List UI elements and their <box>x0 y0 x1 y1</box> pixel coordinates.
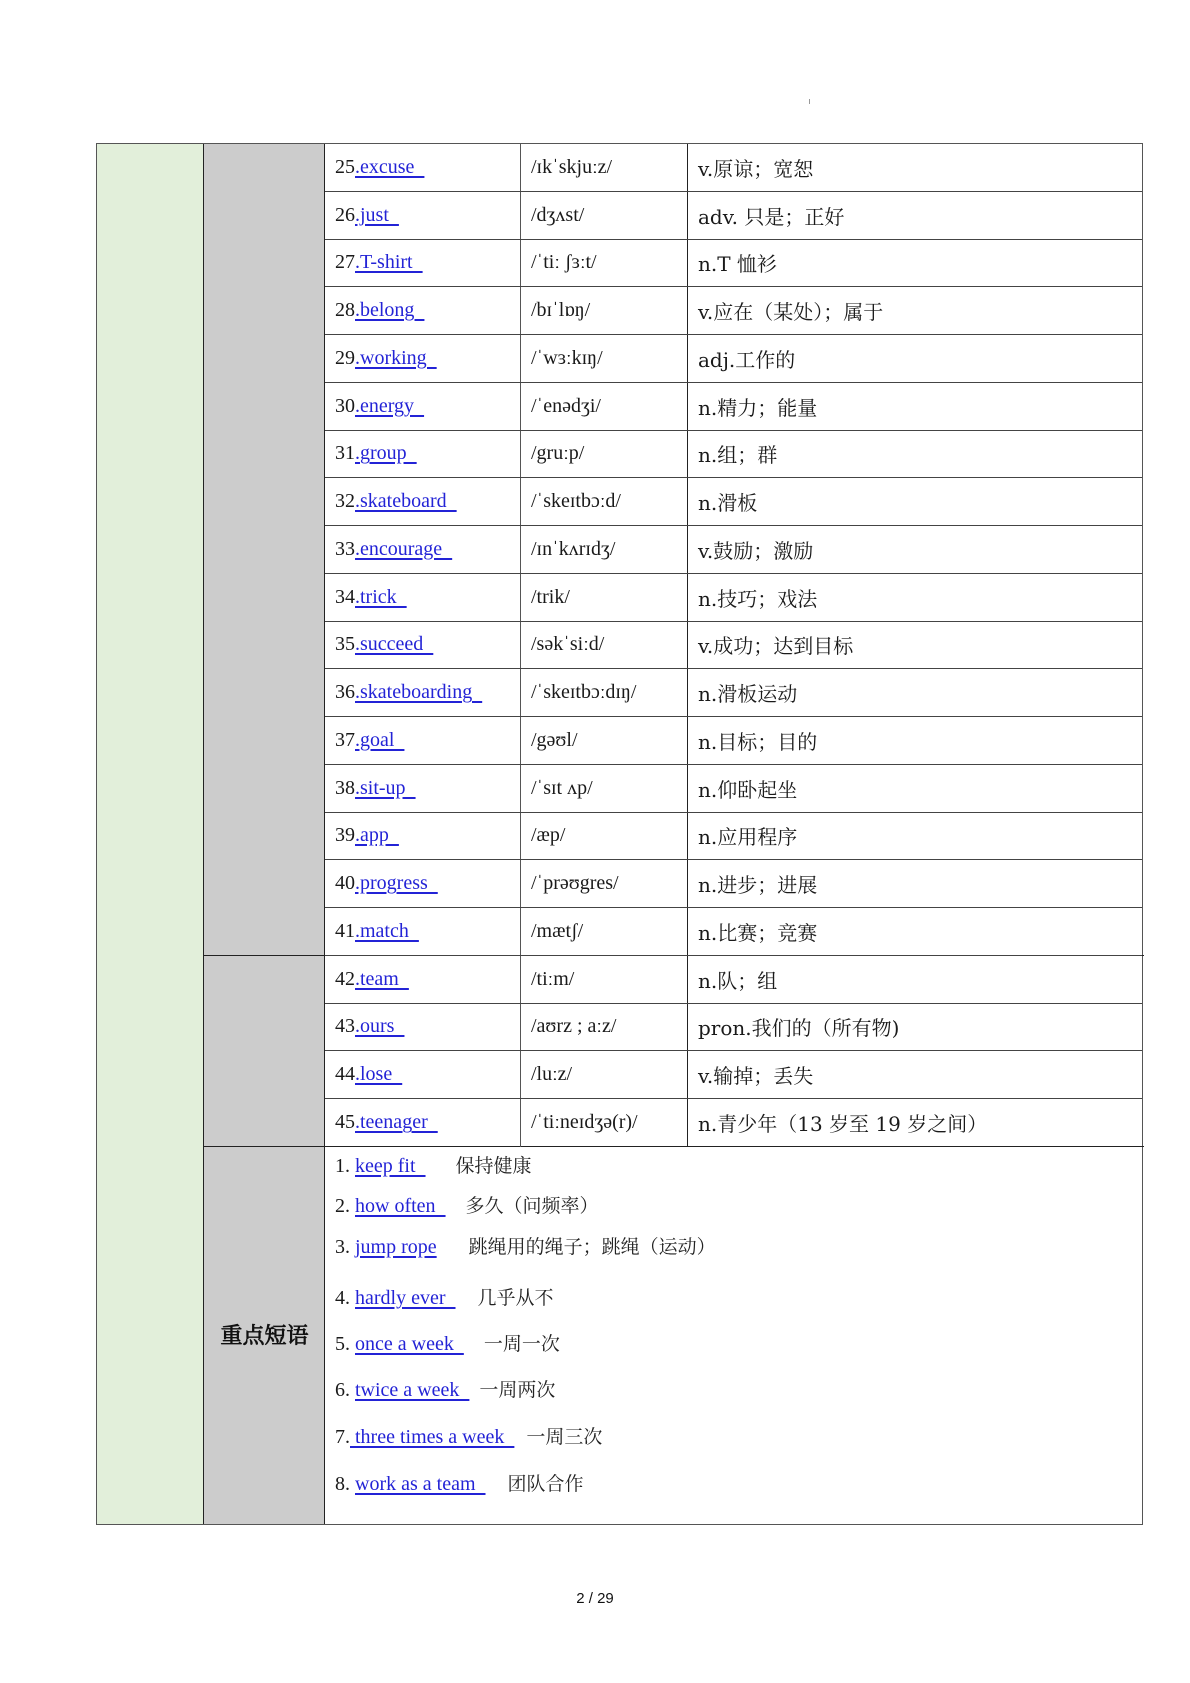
meaning-cell: n.精力；能量 <box>698 395 818 420</box>
word-number: 31 <box>335 442 355 465</box>
vocab-row <box>325 669 1142 717</box>
phonetic-cell: /tiːm/ <box>521 956 688 1003</box>
word-number: 43 <box>335 1015 355 1038</box>
word-link[interactable]: .team <box>355 967 409 990</box>
word-cell <box>325 144 521 191</box>
word-cell <box>325 240 521 287</box>
word-link[interactable]: .just <box>355 203 399 226</box>
phrase-translation: 多久（问频率） <box>465 1195 599 1217</box>
phrase-number: 1. <box>335 1155 355 1177</box>
word-number: 30 <box>335 394 355 417</box>
word-number: 45 <box>335 1111 355 1134</box>
vocab-row <box>325 240 1142 288</box>
vocab-row <box>325 622 1142 670</box>
phonetic-cell: /səkˈsiːd/ <box>521 622 688 669</box>
word-number: 35 <box>335 633 355 656</box>
word-number: 34 <box>335 585 355 608</box>
word-number: 32 <box>335 490 355 513</box>
phonetic-cell: /dʒʌst/ <box>521 192 688 239</box>
phrases-section-label: 重点短语 <box>220 1324 309 1349</box>
meaning-cell: n.仰卧起坐 <box>698 777 798 802</box>
word-link[interactable]: .match <box>355 919 419 942</box>
phrase-item <box>335 1469 584 1496</box>
phrase-translation: 一周两次 <box>479 1379 556 1401</box>
vocab-row <box>325 144 1142 192</box>
meaning-cell: v.鼓励；激励 <box>698 538 814 563</box>
word-cell <box>325 1004 521 1051</box>
word-link[interactable]: .succeed <box>355 633 434 656</box>
word-link[interactable]: .group <box>355 442 417 465</box>
phrase-item <box>335 1151 532 1178</box>
word-number: 38 <box>335 776 355 799</box>
phrase-item <box>335 1232 716 1259</box>
word-link[interactable]: .teenager <box>355 1111 438 1134</box>
phonetic-cell: /ˈsɪt ʌp/ <box>521 765 688 812</box>
meaning-cell: n.比赛；竞赛 <box>698 920 818 945</box>
page-number: 2 / 29 <box>576 1590 614 1607</box>
word-number: 44 <box>335 1063 355 1086</box>
word-cell <box>325 622 521 669</box>
vocab-row <box>325 192 1142 240</box>
word-link[interactable]: .working <box>355 346 437 369</box>
phrase-translation: 团队合作 <box>507 1473 584 1495</box>
vocab-row <box>325 287 1142 335</box>
phrase-link[interactable]: jump rope <box>355 1236 437 1258</box>
word-cell <box>325 860 521 907</box>
meaning-cell: n.目标；目的 <box>698 729 818 754</box>
meaning-cell: v.应在（某处）；属于 <box>698 300 884 325</box>
vocab-row <box>325 813 1142 861</box>
meaning-cell: adj.工作的 <box>698 347 796 372</box>
vocab-row <box>325 908 1142 956</box>
phrase-number: 5. <box>335 1333 355 1355</box>
phonetic-cell: /bɪˈlɒŋ/ <box>521 287 688 334</box>
phonetic-cell: /ˈtiːneɪdʒə(r)/ <box>521 1099 688 1147</box>
phrase-link[interactable]: once a week <box>355 1333 464 1355</box>
vocab-row <box>325 383 1142 431</box>
vocab-row <box>325 478 1142 526</box>
word-number: 28 <box>335 299 355 322</box>
meaning-cell: v.输掉；丢失 <box>698 1064 814 1089</box>
phrase-link[interactable]: hardly ever <box>355 1287 456 1309</box>
word-link[interactable]: .T-shirt <box>355 251 423 274</box>
word-link[interactable]: .belong <box>355 299 425 322</box>
word-number: 41 <box>335 919 355 942</box>
word-number: 26 <box>335 203 355 226</box>
word-link[interactable]: .lose <box>355 1063 403 1086</box>
vocab-row <box>325 765 1142 813</box>
meaning-cell: n.应用程序 <box>698 825 798 850</box>
phrase-item <box>335 1375 555 1402</box>
vocab-row <box>325 1099 1142 1147</box>
meaning-cell: n.进步；进展 <box>698 873 818 898</box>
word-link[interactable]: .trick <box>355 585 407 608</box>
word-link[interactable]: .energy <box>355 394 425 417</box>
meaning-cell: n.队；组 <box>698 968 778 993</box>
phrase-item <box>335 1329 560 1356</box>
word-number: 29 <box>335 346 355 369</box>
vocab-row <box>325 574 1142 622</box>
word-cell <box>325 765 521 812</box>
phrase-item <box>335 1283 554 1310</box>
phrase-link[interactable]: twice a week <box>355 1379 470 1401</box>
word-link[interactable]: .encourage <box>355 537 453 560</box>
phonetic-cell: /æp/ <box>521 813 688 860</box>
word-cell <box>325 1051 521 1098</box>
word-number: 40 <box>335 872 355 895</box>
word-cell <box>325 383 521 430</box>
phonetic-cell: /ˈenədʒi/ <box>521 383 688 430</box>
word-cell <box>325 192 521 239</box>
word-link[interactable]: .ours <box>355 1015 405 1038</box>
word-number: 25 <box>335 155 355 178</box>
phrase-item <box>335 1422 602 1449</box>
phrase-number: 6. <box>335 1379 355 1401</box>
phonetic-cell: /ˈwɜːkɪŋ/ <box>521 335 688 382</box>
phrase-number: 4. <box>335 1287 355 1309</box>
word-cell <box>325 669 521 716</box>
phrase-number: 3. <box>335 1236 355 1258</box>
section-column <box>204 144 325 1524</box>
vocab-row <box>325 1051 1142 1099</box>
phonetic-cell: /ˈtiː ʃɜːt/ <box>521 240 688 287</box>
phrase-link[interactable]: how often <box>355 1195 446 1217</box>
phrase-translation: 几乎从不 <box>477 1287 554 1309</box>
word-cell <box>325 956 521 1003</box>
word-link[interactable]: .skateboarding <box>355 681 483 704</box>
meaning-cell: n.滑板运动 <box>698 682 798 707</box>
word-cell <box>325 287 521 334</box>
phrase-translation: 一周一次 <box>483 1333 560 1355</box>
word-number: 42 <box>335 967 355 990</box>
phrase-number: 7. <box>335 1426 350 1448</box>
phrase-translation: 跳绳用的绳子；跳绳（运动） <box>468 1236 716 1258</box>
vocab-row <box>325 860 1142 908</box>
word-link[interactable]: .sit-up <box>355 776 416 799</box>
phrase-link[interactable]: keep fit <box>355 1155 426 1177</box>
word-number: 37 <box>335 728 355 751</box>
word-number: 36 <box>335 681 355 704</box>
word-link[interactable]: .app <box>355 824 399 847</box>
word-number: 33 <box>335 537 355 560</box>
word-cell <box>325 526 521 573</box>
phonetic-cell: /trik/ <box>521 574 688 621</box>
meaning-cell: n.滑板 <box>698 491 758 516</box>
vocab-row <box>325 717 1142 765</box>
meaning-cell: v.原谅；宽恕 <box>698 156 814 181</box>
vocab-row <box>325 526 1142 574</box>
phrase-translation: 一周三次 <box>526 1426 603 1448</box>
meaning-cell: n.T 恤衫 <box>698 252 777 277</box>
meaning-cell: v.成功；达到目标 <box>698 634 854 659</box>
phonetic-cell: /ˈskeɪtbɔːdɪŋ/ <box>521 669 688 716</box>
word-number: 27 <box>335 251 355 274</box>
vocab-row <box>325 335 1142 383</box>
word-link[interactable]: .progress <box>355 872 438 895</box>
page-marker <box>809 99 810 104</box>
phonetic-cell: /aʊrz ; aːz/ <box>521 1004 688 1051</box>
word-link[interactable]: .skateboard <box>355 490 457 513</box>
phrase-item <box>335 1191 599 1218</box>
unit-column <box>97 144 204 1524</box>
word-cell <box>325 431 521 478</box>
phrase-number: 8. <box>335 1473 355 1495</box>
phonetic-cell: /luːz/ <box>521 1051 688 1098</box>
word-cell <box>325 478 521 525</box>
meaning-cell: n.组；群 <box>698 443 778 468</box>
meaning-cell: adv. 只是；正好 <box>698 204 845 229</box>
vocab-row <box>325 956 1142 1004</box>
phrase-link[interactable]: three times a week <box>350 1426 515 1448</box>
phonetic-cell: /gruːp/ <box>521 431 688 478</box>
phonetic-cell: /gəʊl/ <box>521 717 688 764</box>
phrase-translation: 保持健康 <box>455 1155 532 1177</box>
word-cell <box>325 574 521 621</box>
phrase-number: 2. <box>335 1195 355 1217</box>
meaning-cell: pron.我们的（所有物) <box>698 1016 900 1041</box>
vocab-row <box>325 431 1142 479</box>
meaning-cell: n.技巧；戏法 <box>698 586 818 611</box>
word-link[interactable]: .goal <box>355 728 405 751</box>
phonetic-cell: /ˈskeɪtbɔːd/ <box>521 478 688 525</box>
phonetic-cell: /ˈprəʊgres/ <box>521 860 688 907</box>
word-cell <box>325 813 521 860</box>
word-cell <box>325 717 521 764</box>
vocabulary-table <box>96 143 1143 1525</box>
word-link[interactable]: .excuse <box>355 155 425 178</box>
meaning-cell: n.青少年（13 岁至 19 岁之间） <box>698 1112 988 1137</box>
phonetic-cell: /ɪkˈskjuːz/ <box>521 144 688 191</box>
vocab-list <box>325 144 1142 1147</box>
vocab-row <box>325 1004 1142 1052</box>
phrase-link[interactable]: work as a team <box>355 1473 486 1495</box>
phonetic-cell: /mætʃ/ <box>521 908 688 955</box>
phonetic-cell: /ɪnˈkʌrɪdʒ/ <box>521 526 688 573</box>
phrase-list <box>325 1147 1142 1525</box>
word-cell <box>325 908 521 955</box>
word-number: 39 <box>335 824 355 847</box>
word-cell <box>325 1099 521 1147</box>
word-cell <box>325 335 521 382</box>
